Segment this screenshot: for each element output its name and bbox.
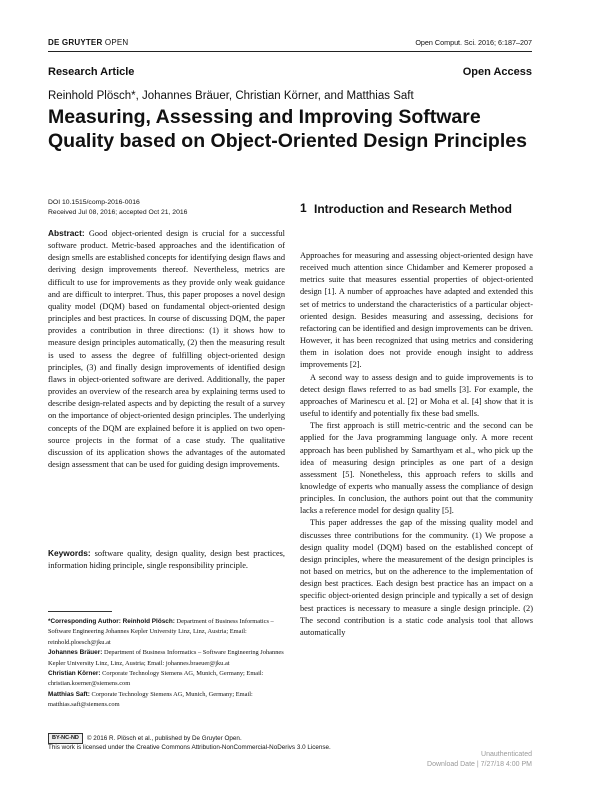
abstract-label: Abstract: <box>48 228 85 238</box>
author-list: Reinhold Plösch*, Johannes Bräuer, Christian Körner, and Matthias Saft <box>48 90 414 102</box>
footnote-affiliation: Corporate Technology Siemens AG, Munich, Germany; Email: matthias.saft@siemens.com <box>48 690 253 709</box>
section-title: Introduction and Research Method <box>314 202 513 216</box>
paper-title: Measuring, Assessing and Improving Software Quality based on Object-Oriented Design Principles <box>48 106 527 152</box>
header-rule <box>48 51 532 52</box>
publisher-logo <box>48 38 128 47</box>
license-notice <box>48 733 331 752</box>
footnote-author: *Corresponding Author: Reinhold Plösch: <box>48 618 175 625</box>
footnote-affiliation: Corporate Technology Siemens AG, Munich, Germany; Email: christian.koerner@siemens.com <box>48 670 264 688</box>
abstract-text: Good object-oriented design is crucial for a successful software product. Metric-based approaches and the identification of design smells are established concepts for identifying design flaws and deriving design improvements thereof. Nevertheless, metrics are difficult to use for improvements as they provide only weak guidance and are difficult to interpret. Thus, this paper proposes a novel design quality model (DQM) based on fundamental object-oriented design principles and best practices. In course of discussing DQM, the paper provides a contribution in three directions: (1) it shows how to measure design principles automatically, (2) then the measuring result is used to assess the degree of fulfilling object-oriented design principles, (3) and finally design improvements of identified design flaws in object-oriented software are derived. Additionally, the paper provides an overview of the research area by explaining terms used to describe design-related aspects and by depicting the result of a survey on the importance of object-oriented design principles. The underlying concepts of the DQM are explained before it is applied on two open-source projects in the format of a case study. The qualitative discussion of its application shows the advantages of the automated design assessment that can be used for guiding design improvements. <box>48 229 285 469</box>
footnote-item <box>48 648 285 669</box>
copyright-line: © 2016 R. Plösch et al., published by De Gruyter Open. <box>86 734 242 742</box>
footnote-rule <box>48 611 112 612</box>
footnote-item <box>48 669 285 690</box>
license-line: This work is licensed under the Creative Commons Attribution-NonCommercial-NoDerivs 3.0 License. <box>48 743 331 751</box>
publisher-name: DE GRUYTER <box>48 38 103 47</box>
keywords-text: software quality, design quality, design best practices, information hiding principle, single responsibility principle. <box>48 549 285 571</box>
publisher-suffix: OPEN <box>104 38 129 47</box>
keywords <box>48 547 285 572</box>
cc-license-badge[interactable]: BY-NC-ND <box>48 733 83 744</box>
journal-reference: Open Comput. Sci. 2016; 6:187–207 <box>415 38 532 47</box>
section-number: 1 <box>300 201 307 215</box>
body-paragraph: A second way to assess design and to guide improvements is to detect design flaws referred to as bad smells [3]. For example, the approaches of Marinescu et al. [2] or Moha et al. [4] show that it is useful to identify and potentially fix these bad smells. <box>300 372 533 419</box>
footnote-item <box>48 617 285 648</box>
open-access-label: Open Access <box>462 66 532 78</box>
abstract <box>48 227 285 471</box>
article-meta <box>48 198 187 218</box>
footnote-affiliation: Department of Business Informatics – Software Engineering Johannes Kepler University Linz, Linz, Austria; Email: reinhold.ploesch@jku.at <box>48 618 274 646</box>
footnote-affiliation: Department of Business Informatics – Software Engineering Johannes Kepler University Linz, Linz, Austria; Email: johannes.braeuer@jku.at <box>48 649 284 667</box>
footnote-item <box>48 690 285 711</box>
footnote-author: Christian Körner: <box>48 670 101 678</box>
body-paragraph: The first approach is still metric-centric and the second can be applied for the Java programming language only. A more recent approach has been published by Samarthyam et al., who pick up the idea of measuring design principles as one part of a design assessment [5]. Nonetheless, this approach refers to skills and knowledge of experts who manually assess the compliance of design principles. In conclusion, the authors point out that the community lacks a reference model for design quality [5]. <box>300 421 533 516</box>
article-type: Research Article <box>48 66 135 78</box>
download-stamp <box>427 750 532 770</box>
author-footnotes <box>48 617 285 711</box>
doi[interactable]: DOI 10.1515/comp-2016-0016 <box>48 199 140 206</box>
footnote-author: Matthias Saft: <box>48 690 90 698</box>
received-dates: Received Jul 08, 2016; accepted Oct 21, 2016 <box>48 209 188 216</box>
section-body <box>300 250 533 639</box>
keywords-label: Keywords: <box>48 548 91 558</box>
body-paragraph: This paper addresses the gap of the missing quality model and discusses three contributions for the community. (1) We propose a design quality model (DQM) based on the established concept of design principles, where the measurement of the design principles is not based on metrics, but on the adherence to the implementation of design best practices. Each design best practice has an impact on a specific object-oriented design principle and typically a set of design best practices is necessary to measure a single design principle. (2) The second contribution is a static code analysis tool that allows automatically <box>300 518 533 637</box>
footnote-author: Johannes Bräuer: <box>48 649 103 657</box>
body-paragraph: Approaches for measuring and assessing object-oriented design have received much attention since Chidamber and Kemerer proposed a metrics suite that measures essential properties of object-oriented design [1]. A number of approaches have adapted and extended this set of metrics to understand the characteristics of a particular object-oriented design. Besides measuring and assessing, decisions for refactoring can be identified and design improvements can be driven. However, it has been recognized that using metrics and considering them in isolation does not provide enough insight to address improvements [2]. <box>300 251 533 370</box>
download-date: Download Date | 7/27/18 4:00 PM <box>427 761 532 768</box>
auth-status: Unauthenticated <box>481 751 532 758</box>
